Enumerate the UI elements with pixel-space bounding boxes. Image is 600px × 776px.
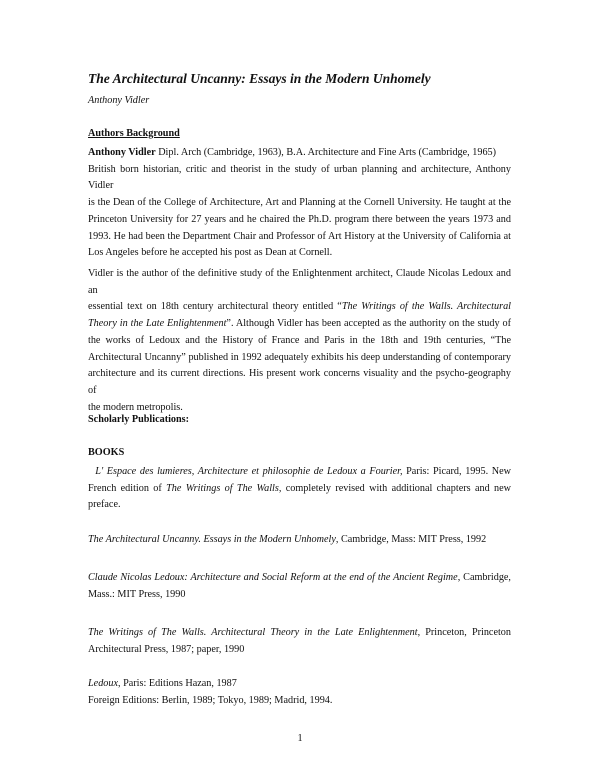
author-name-bold: Anthony Vidler <box>88 147 156 158</box>
vidler-line-6: architecture and its current directions. His present work concerns visuality and the psycho-geography of <box>88 368 511 396</box>
book-entry-4: The Writings of The Walls. Architectural Theory in the Late Enlightenment, Princeton, Princeton Architectural Press, 1987; paper, 1990 <box>88 627 511 655</box>
authors-background-paragraph <box>88 145 511 262</box>
scholarly-publications-heading: Scholarly Publications: <box>88 414 190 425</box>
background-line-6: Los Angeles before he accepted his post as Dean at Cornell. <box>88 247 333 259</box>
vidler-line-4: the works of Ledoux and the History of France and Paris in the 18th and 19th centuries, “The <box>88 334 511 346</box>
vidler-line-2: essential text on 18th century architectural theory entitled “The Writings of the Walls. Architectural <box>88 301 511 313</box>
background-line-1: Anthony Vidler Dipl. Arch (Cambridge, 1963), B.A. Architecture and Fine Arts (Cambridge, 1965) <box>88 147 497 158</box>
background-line-5: 1993. He had been the Department Chair and Professor of Art History at the University of California at <box>88 230 511 242</box>
books-heading: BOOKS <box>88 447 125 458</box>
book-entry-3: Claude Nicolas Ledoux: Architecture and Social Reform at the end of the Ancient Regime, Cambridge, Mass.: MIT Press, 1990 <box>88 572 511 600</box>
authors-background-heading: Authors Background <box>88 128 180 139</box>
vidler-line-5: Architectural Uncanny” published in 1992 adequately exhibits his deep understanding of contemporary <box>88 351 511 363</box>
vidler-line-7: the modern metropolis. <box>88 401 183 413</box>
background-line-2: British born historian, critic and theorist in the study of urban planning and architecture, Anthony Vidler <box>88 163 511 192</box>
vidler-line-1: Vidler is the author of the definitive study of the Enlightenment architect, Claude Nicolas Ledoux and an <box>88 268 511 296</box>
book-entry-1 <box>88 464 511 514</box>
book-1-line-3: preface. <box>88 499 121 511</box>
book-entry-2: The Architectural Uncanny. Essays in the Modern Unhomely, Cambridge, Mass: MIT Press, 1992 <box>88 534 487 545</box>
background-line-4: Princeton University for 27 years and he chaired the Ph.D. program there between the years 1973 and <box>88 213 511 225</box>
document-title: The Architectural Uncanny: Essays in the Modern Unhomely <box>88 71 431 86</box>
book-1-line-1: L' Espace des lumieres, Architecture et philosophie de Ledoux a Fourier, Paris: Picard, 1995. New <box>95 466 512 477</box>
book-1-line-2: French edition of The Writings of The Walls, completely revised with additional chapters and new <box>88 482 511 494</box>
vidler-line-3: Theory in the Late Enlightenment”. Although Vidler has been accepted as the authority on the study of <box>88 318 511 330</box>
document-author: Anthony Vidler <box>88 95 150 106</box>
vidler-paragraph <box>88 266 511 416</box>
background-line-3: is the Dean of the College of Architecture, Art and Planning at the Cornell University. He taught at the <box>88 197 511 209</box>
page-number: 1 <box>297 733 303 744</box>
book-entry-5: Ledoux, Paris: Editions Hazan, 1987 Foreign Editions: Berlin, 1989; Tokyo, 1989; Madrid, 1994. <box>88 678 333 706</box>
